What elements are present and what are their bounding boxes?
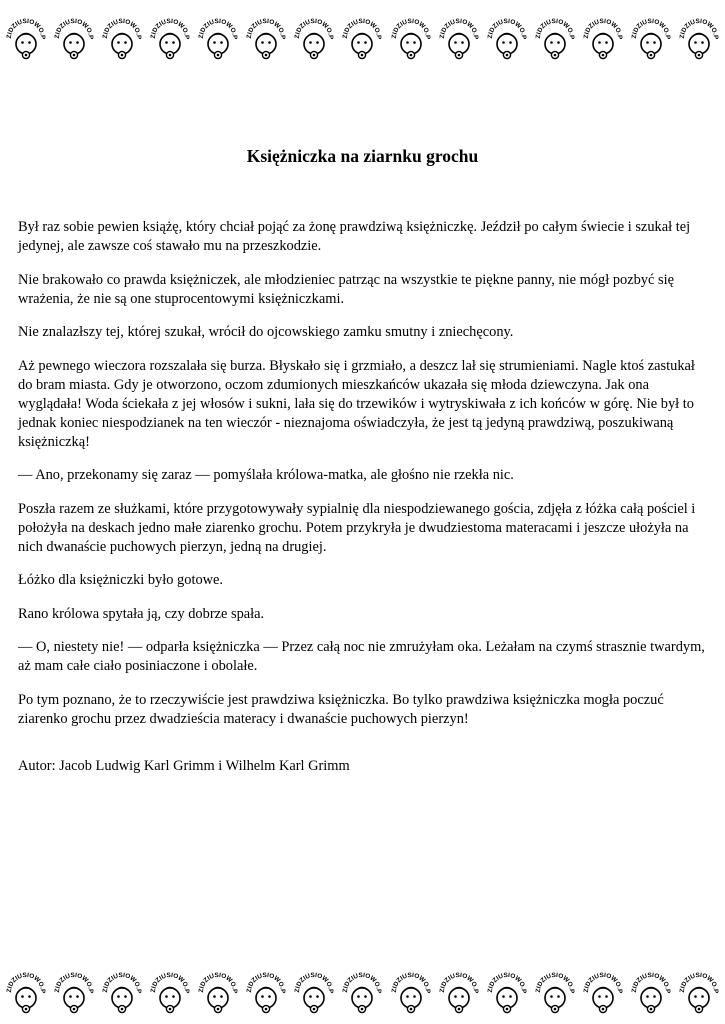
baby-logo-icon: [54, 968, 94, 1020]
story-paragraph: Nie brakowało co prawda księżniczek, ale młodzieniec patrząc na wszystkie te piękne panny, nie mógł pozbyć się wrażenia, że nie są one stuprocentowymi księżniczkami.: [18, 271, 674, 307]
baby-logo-icon: [342, 968, 382, 1020]
baby-logo-icon: [391, 14, 431, 66]
baby-logo-icon: [150, 968, 190, 1020]
baby-logo-icon: [294, 968, 334, 1020]
baby-logo-icon: [6, 14, 46, 66]
baby-logo-icon: [294, 14, 334, 66]
story-paragraph: Łóżko dla księżniczki było gotowe.: [18, 572, 224, 588]
baby-logo-icon: [439, 14, 479, 66]
baby-logo-icon: [54, 14, 94, 66]
baby-logo-icon: [631, 14, 671, 66]
story-paragraph: Nie znalazłszy tej, której szukał, wrócił do ojcowskiego zamku smutny i zniechęcony.: [18, 324, 514, 340]
baby-logo-icon: [198, 968, 238, 1020]
baby-logo-icon: [583, 968, 623, 1020]
baby-logo-icon: [679, 968, 719, 1020]
story-paragraph: — Ano, przekonamy się zaraz — pomyślała królowa-matka, ale głośno nie rzekła nic.: [18, 467, 514, 483]
baby-logo-icon: [535, 14, 575, 66]
baby-logo-icon: [198, 14, 238, 66]
baby-logo-icon: [102, 968, 142, 1020]
story-paragraph: Poszła razem ze służkami, które przygotowywały sypialnię dla niespodziewanego gościa, zdjęła z łóżka całą pościel i położyła na deskach jedno małe ziarenko grochu. Potem przykryła je dwudziestoma materacami i jeszcze ułożyła na nich dwanaście puchowych pierzyn, jedną na drugiej.: [18, 500, 696, 555]
story-paragraph: Był raz sobie pewien książę, który chciał pojąć za żonę prawdziwą księżniczkę. Jeździł po całym świecie i szukał tej jedynej, ale zawsze coś stawało mu na przeszkodzie.: [18, 219, 691, 254]
baby-logo-icon: [631, 968, 671, 1020]
baby-logo-icon: [679, 14, 719, 66]
baby-logo-icon: [246, 14, 286, 66]
story-body: [18, 218, 710, 743]
baby-logo-icon: [487, 968, 527, 1020]
baby-logo-icon: [391, 968, 431, 1020]
baby-logo-icon: [150, 14, 190, 66]
bottom-logo-border: [0, 964, 725, 1024]
story-paragraph: — O, niestety nie! — odparła księżniczka — Przez całą noc nie zmrużyłam oka. Leżałam na czymś strasznie twardym, aż mam całe ciało posiniaczone i obolałe.: [18, 639, 705, 674]
story-paragraph: Aż pewnego wieczora rozszalała się burza. Błyskało się i grzmiało, a deszcz lał się strumieniami. Nagle ktoś zastukał do bram miasta. Gdy je otworzono, oczom zdumionych mieszkańców ukazała się młoda dziewczyna. Jak ona wyglądała! Woda ściekała z jej włosów i sukni, lała się do trzewików i wytryskiwała z ich końców w górę. Nie był to jednak koniec niespodzianek na ten wieczór - nieznajoma oświadczyła, że jest tą jedyną prawdziwą, poszukiwaną księżniczką!: [18, 357, 695, 450]
baby-logo-icon: [102, 14, 142, 66]
baby-logo-icon: [6, 968, 46, 1020]
baby-logo-icon: [535, 968, 575, 1020]
baby-logo-icon: [342, 14, 382, 66]
story-paragraph: Po tym poznano, że to rzeczywiście jest prawdziwa księżniczka. Bo tylko prawdziwa księżniczka mogła poczuć ziarenko grochu przez dwadzieścia materacy i dwanaście puchowych pierzyn!: [18, 691, 664, 727]
baby-logo-icon: [246, 968, 286, 1020]
story-paragraph: Rano królowa spytała ją, czy dobrze spała.: [18, 605, 265, 622]
baby-logo-icon: [439, 968, 479, 1020]
author-credit: Autor: Jacob Ludwig Karl Grimm i Wilhelm Karl Grimm: [18, 758, 350, 774]
baby-logo-icon: [583, 14, 623, 66]
top-logo-border: [0, 10, 725, 70]
document-title: Księżniczka na ziarnku grochu: [246, 146, 479, 166]
baby-logo-icon: [487, 14, 527, 66]
